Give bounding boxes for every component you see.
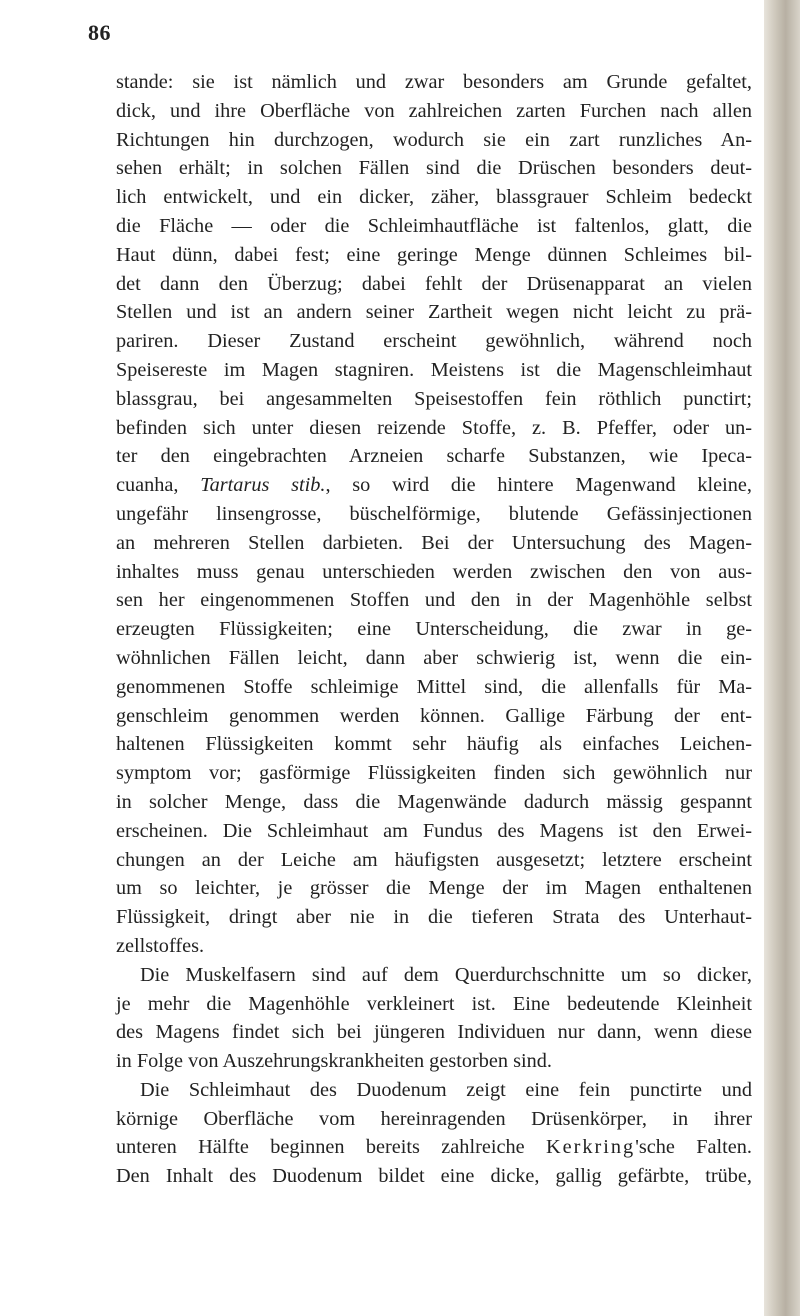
text-line: in Folge von Auszehrungskrankheiten gestorben sind. [116,1050,552,1073]
text-line: blassgrau, bei angesammelten Speisestoffen fein röthlich punctirt; [116,387,752,410]
text-line: in solcher Menge, dass die Magenwände dadurch mässig gespannt [116,790,752,813]
text-line: körnige Oberfläche vom hereinragenden Drüsenkörper, in ihrer [116,1107,752,1130]
italic-term: Tartarus stib. [200,474,326,497]
text-line: inhaltes muss genau unterschieden werden zwischen den von aus- [116,560,752,583]
page-edge-shadow [764,0,800,1316]
text-line: Richtungen hin durchzogen, wodurch sie ein zart runzliches An- [116,128,752,151]
text-line [116,1133,752,1162]
page-body-text [116,68,752,1191]
text-line: befinden sich unter diesen reizende Stoffe, z. B. Pfeffer, oder un- [116,416,752,439]
text-line: lich entwickelt, und ein dicker, zäher, blassgrauer Schleim bedeckt [116,186,752,209]
text-line: Den Inhalt des Duodenum bildet eine dicke, gallig gefärbte, trübe, [116,1165,752,1188]
text-line: wöhnlichen Fällen leicht, dann aber schwierig ist, wenn die ein- [116,646,752,669]
text-line: stande: sie ist nämlich und zwar besonders am Grunde gefaltet, [116,71,752,93]
text-line: an mehreren Stellen darbieten. Bei der Untersuchung des Magen- [116,531,752,554]
text-line: erscheinen. Die Schleimhaut am Fundus des Magens ist den Erwei- [116,819,752,842]
text-line: erzeugten Flüssigkeiten; eine Unterscheidung, die zwar in ge- [116,618,752,641]
text-line: ungefähr linsengrosse, büschelförmige, blutende Gefässinjectionen [116,502,752,525]
text-segment: unteren Hälfte beginnen bereits zahlreiche [116,1136,546,1159]
text-line: chungen an der Leiche am häufigsten ausgesetzt; letztere erscheint [116,848,752,871]
text-line: haltenen Flüssigkeiten kommt sehr häufig als einfaches Leichen- [116,733,752,756]
spaced-name: Kerkring [545,1136,636,1159]
text-line: um so leichter, je grösser die Menge der im Magen enthaltenen [116,877,752,900]
text-line: det dann den Überzug; dabei fehlt der Drüsenapparat an vielen [116,272,752,295]
text-line: des Magens findet sich bei jüngeren Individuen nur dann, wenn diese [116,1021,752,1044]
text-line: Die Schleimhaut des Duodenum zeigt eine fein punctirte und [140,1078,752,1101]
text-line: ter den eingebrachten Arzneien scharfe Substanzen, wie Ipeca- [116,445,752,468]
text-line: Flüssigkeit, dringt aber nie in die tieferen Strata des Unterhaut- [116,906,752,929]
text-line: Die Muskelfasern sind auf dem Querdurchschnitte um so dicker, [140,963,752,986]
text-line: je mehr die Magenhöhle verkleinert ist. Eine bedeutende Kleinheit [116,992,752,1015]
text-line: pariren. Dieser Zustand erscheint gewöhnlich, während noch [116,330,752,353]
page-number: 86 [88,20,111,45]
text-line: dick, und ihre Oberfläche von zahlreichen zarten Furchen nach allen [116,99,752,122]
text-segment: cuanha, [116,474,201,497]
text-line: sen her eingenommenen Stoffen und den in der Magenhöhle selbst [116,589,752,612]
text-line: symptom vor; gasförmige Flüssigkeiten finden sich gewöhnlich nur [116,762,752,785]
text-line: sehen erhält; in solchen Fällen sind die Drüschen besonders deut- [116,157,752,180]
text-line: die Fläche — oder die Schleimhautfläche ist faltenlos, glatt, die [116,214,752,237]
text-line: Stellen und ist an andern seiner Zartheit wegen nicht leicht zu prä- [116,301,752,324]
text-line: zellstoffes. [116,934,205,957]
text-line: Haut dünn, dabei fest; eine geringe Menge dünnen Schleimes bil- [116,243,752,266]
text-segment: , so wird die hintere Magenwand kleine, [325,474,752,497]
text-line: genschleim genommen werden können. Gallige Färbung der ent- [116,704,752,727]
text-segment: 'sche Falten. [635,1136,752,1159]
text-line: Speisereste im Magen stagniren. Meistens ist die Magenschleimhaut [116,358,752,381]
text-line [116,471,752,500]
text-line: genommenen Stoffe schleimige Mittel sind, die allenfalls für Ma- [116,675,752,698]
